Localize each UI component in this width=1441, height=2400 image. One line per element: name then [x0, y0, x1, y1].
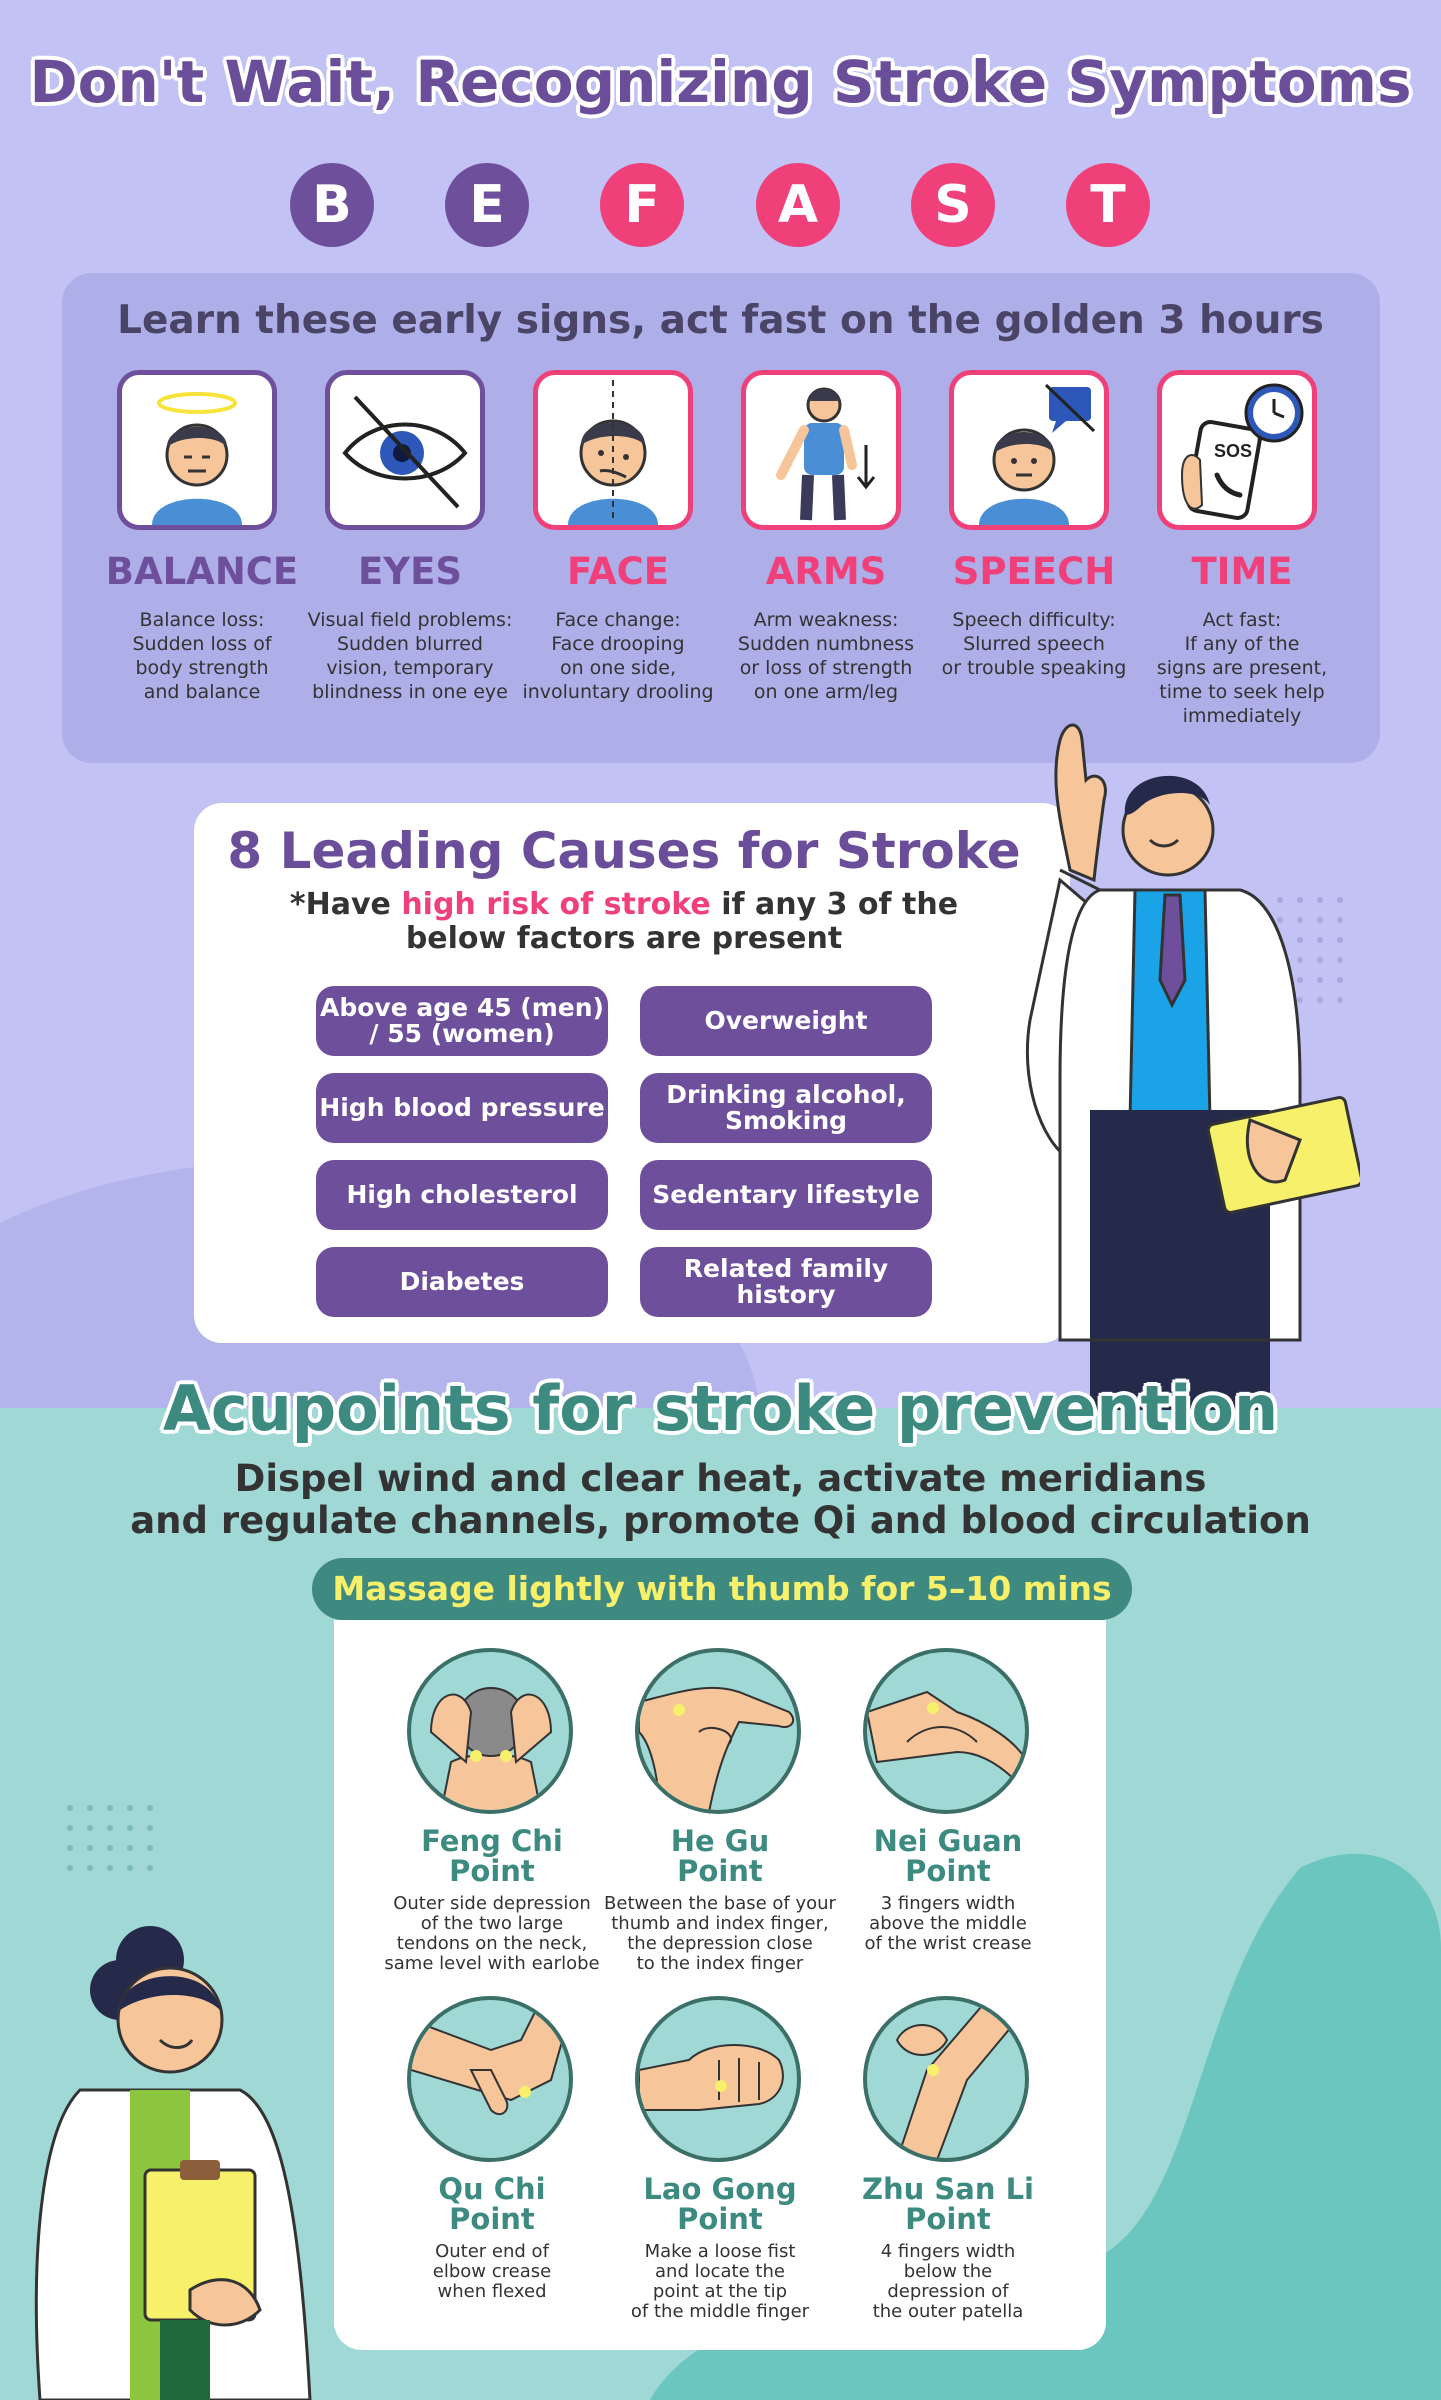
point-desc	[828, 2242, 1068, 2322]
point-desc	[372, 1894, 612, 1974]
desc-line: point at the tip	[652, 2281, 788, 2302]
desc-line: of the middle finger	[630, 2301, 810, 2322]
desc-line: Between the base of your	[604, 1893, 836, 1914]
massage-banner: Massage lightly with thumb for 5–10 mins	[312, 1558, 1132, 1620]
point-name-line: Zhu San Li	[861, 2172, 1035, 2206]
sign-desc	[914, 608, 1154, 680]
causes-title: 8 Leading Causes for Stroke	[227, 822, 1021, 880]
speech-icon	[949, 370, 1109, 530]
point-name-line: Feng Chi	[421, 1824, 563, 1858]
point-desc	[600, 1894, 840, 1974]
sign-name: FACE	[566, 550, 670, 593]
fist-icon	[635, 1996, 801, 2162]
desc-line: when flexed	[437, 2281, 547, 2302]
sos-label: SOS	[1214, 441, 1253, 461]
desc-line: Speech difficulty:	[952, 609, 1116, 631]
sign-desc	[1122, 608, 1362, 728]
subtitle-line-2: and regulate channels, promote Qi and blood circulation	[130, 1499, 1311, 1542]
wrist-icon	[863, 1648, 1029, 1814]
point-name-line: Qu Chi	[438, 2172, 546, 2206]
desc-line: Act fast:	[1202, 609, 1282, 631]
point-desc	[372, 2242, 612, 2302]
desc-line: to the index finger	[636, 1953, 804, 1974]
desc-line: of the two large	[420, 1913, 564, 1934]
desc-line: If any of the	[1184, 633, 1300, 655]
sign-desc	[82, 608, 322, 704]
elbow-icon	[407, 1996, 573, 2162]
point-name-line: Point	[905, 2202, 991, 2236]
title-part-2: Recognizing	[415, 48, 813, 116]
desc-line: the depression close	[627, 1933, 813, 1954]
befast-letter-a: A	[756, 163, 840, 247]
desc-line: Face drooping	[551, 633, 685, 655]
point-name-line: Point	[449, 2202, 535, 2236]
desc-line: thumb and index finger,	[611, 1913, 829, 1934]
point-name-line: He Gu	[670, 1824, 770, 1858]
sign-desc	[498, 608, 738, 704]
sign-name: SPEECH	[952, 550, 1116, 593]
desc-line: above the middle	[869, 1913, 1027, 1934]
arm-icon	[741, 370, 901, 530]
desc-line: Make a loose fist	[644, 2241, 796, 2262]
point-name	[833, 1826, 1063, 1886]
desc-line: and balance	[143, 681, 261, 703]
desc-line: body strength	[135, 657, 269, 679]
desc-line: and locate the	[655, 2261, 785, 2282]
cause-blood-pressure: High blood pressure	[316, 1073, 608, 1143]
causes-subtitle	[214, 888, 1034, 956]
cause-age: Above age 45 (men) / 55 (women)	[316, 986, 608, 1056]
eye-icon	[325, 370, 485, 530]
point-name-line: Lao Gong	[643, 2172, 797, 2206]
cause-family-history: Related family history	[640, 1247, 932, 1317]
point-name-line: Point	[905, 1854, 991, 1888]
sign-name: BALANCE	[105, 550, 299, 593]
doctor-female-illustration	[20, 1910, 350, 2400]
desc-line: time to seek help	[1159, 681, 1325, 703]
point-name-line: Nei Guan	[873, 1824, 1023, 1858]
desc-line: of the wrist crease	[864, 1933, 1032, 1954]
point-name-line: Point	[449, 1854, 535, 1888]
page-title	[0, 48, 1441, 116]
desc-line: immediately	[1182, 705, 1302, 727]
subtitle-pre: *Have	[289, 887, 402, 922]
desc-line: blindness in one eye	[312, 681, 508, 703]
title-separator: ,	[373, 48, 396, 116]
befast-letter-s: S	[911, 163, 995, 247]
desc-line: below the	[903, 2261, 993, 2282]
sign-desc	[706, 608, 946, 704]
desc-line: Arm weakness:	[753, 609, 899, 631]
neck-massage-icon	[407, 1648, 573, 1814]
desc-line: 3 fingers width	[880, 1893, 1016, 1914]
desc-line: Balance loss:	[139, 609, 265, 631]
desc-line: Sudden numbness	[737, 633, 915, 655]
subtitle-post: if any 3 of the	[710, 887, 959, 922]
cause-diabetes: Diabetes	[316, 1247, 608, 1317]
befast-letter-e: E	[445, 163, 529, 247]
sign-desc	[290, 608, 530, 704]
point-desc	[828, 1894, 1068, 1954]
cause-sedentary: Sedentary lifestyle	[640, 1160, 932, 1230]
point-name	[377, 2174, 607, 2234]
subtitle-line-2: below factors are present	[405, 921, 843, 956]
desc-line: same level with earlobe	[384, 1953, 600, 1974]
signs-title: Learn these early signs, act fast on the golden 3 hours	[117, 298, 1324, 343]
point-name	[833, 2174, 1063, 2234]
title-part-3: Stroke Symptoms	[832, 48, 1412, 116]
cause-cholesterol: High cholesterol	[316, 1160, 608, 1230]
cause-alcohol-smoking: Drinking alcohol, Smoking	[640, 1073, 932, 1143]
desc-line: involuntary drooling	[522, 681, 714, 703]
desc-line: vision, temporary	[326, 657, 494, 679]
hand-icon	[635, 1648, 801, 1814]
point-desc	[600, 2242, 840, 2322]
desc-line: 4 fingers width	[880, 2241, 1016, 2262]
point-name-line: Point	[677, 2202, 763, 2236]
subtitle-highlight: high risk of stroke	[401, 887, 711, 922]
befast-letter-t: T	[1066, 163, 1150, 247]
desc-line: depression of	[887, 2281, 1009, 2302]
desc-line: Face change:	[555, 609, 681, 631]
acupoints-title: Acupoints for stroke prevention	[162, 1372, 1279, 1445]
balance-icon	[117, 370, 277, 530]
point-name	[605, 1826, 835, 1886]
sign-name: TIME	[1191, 550, 1293, 593]
subtitle-line-1: Dispel wind and clear heat, activate meridians	[234, 1457, 1207, 1500]
cause-overweight: Overweight	[640, 986, 932, 1056]
befast-letter-f: F	[600, 163, 684, 247]
desc-line: Sudden loss of	[132, 633, 272, 655]
acupoints-subtitle	[0, 1458, 1441, 1542]
desc-line: on one side,	[559, 657, 677, 679]
sign-name: ARMS	[765, 550, 887, 593]
knee-icon	[863, 1996, 1029, 2162]
point-name	[377, 1826, 607, 1886]
desc-line: Slurred speech	[963, 633, 1105, 655]
desc-line: elbow crease	[432, 2261, 552, 2282]
point-name	[605, 2174, 835, 2234]
doctor-male-illustration	[1000, 720, 1360, 1410]
title-part-1: Don't Wait	[29, 48, 374, 116]
desc-line: tendons on the neck,	[396, 1933, 588, 1954]
clock-phone-icon	[1157, 370, 1317, 530]
desc-line: or loss of strength	[739, 657, 913, 679]
desc-line: on one arm/leg	[753, 681, 899, 703]
point-name-line: Point	[677, 1854, 763, 1888]
desc-line: the outer patella	[872, 2301, 1024, 2322]
desc-line: signs are present,	[1156, 657, 1328, 679]
desc-line: Outer side depression	[393, 1893, 591, 1914]
desc-line: Sudden blurred	[337, 633, 483, 655]
face-icon	[533, 370, 693, 530]
desc-line: Visual field problems:	[307, 609, 513, 631]
sign-name: EYES	[358, 550, 462, 593]
befast-letter-b: B	[290, 163, 374, 247]
befast-row	[0, 163, 1441, 249]
desc-line: or trouble speaking	[941, 657, 1127, 679]
desc-line: Outer end of	[435, 2241, 549, 2262]
